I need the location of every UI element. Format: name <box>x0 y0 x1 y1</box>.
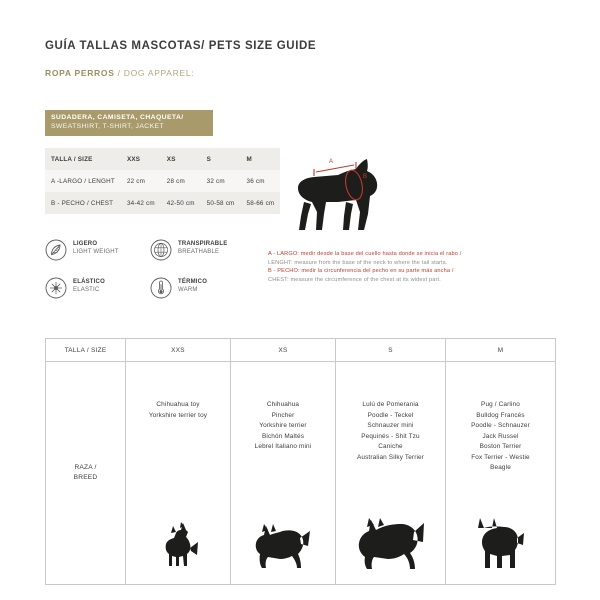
breed-name: Beagle <box>490 464 511 471</box>
size-table-cell: 50-58 cm <box>201 192 241 214</box>
size-table-row-label: B - PECHO / CHEST <box>45 192 121 214</box>
feature-label <box>178 240 227 256</box>
breed-table-header-cell: XXS <box>126 339 231 362</box>
breed-name: Poodle - Schnauzer <box>471 422 530 429</box>
subtitle-en: DOG APPAREL: <box>123 68 195 78</box>
dog-measurement-diagram <box>268 150 398 240</box>
size-table-chest-row <box>45 192 280 214</box>
breed-table-header-cell: XS <box>231 339 336 362</box>
feather-icon <box>45 239 67 261</box>
breed-table-header-row <box>46 339 556 362</box>
breed-name: Lulú de Pomerania <box>362 401 419 408</box>
breed-cell-s <box>336 362 446 585</box>
size-table-cell: S <box>201 148 241 170</box>
feature-label-en: WARM <box>178 287 198 293</box>
legend-length-en: LENGHT: measure from the base of the neck to where the tail starts. <box>268 259 448 266</box>
breed-name: Poodle - Teckel <box>367 411 414 419</box>
breed-name: Pequinés - Shit Tzu <box>361 432 420 440</box>
breed-names-s <box>336 400 445 463</box>
breed-cell-xxs <box>126 362 231 585</box>
category-band-es: SUDADERA, CAMISETA, CHAQUETA/ <box>51 114 184 121</box>
breed-cell-xs <box>231 362 336 585</box>
category-band <box>45 110 213 136</box>
breed-name: Lebrel Italiano mini <box>254 443 312 450</box>
size-table-length-row <box>45 170 280 192</box>
svg-text:A: A <box>328 159 334 165</box>
breed-name: Pug / Carlino <box>481 401 520 408</box>
breed-name: Yorkshire terrier toy <box>148 411 208 419</box>
thermal-icon <box>150 277 172 299</box>
pomeranian-silhouette <box>336 494 445 574</box>
subtitle-es: ROPA PERROS <box>45 68 115 78</box>
size-table-cell: 34-42 cm <box>121 192 161 214</box>
breed-name: Pincher <box>271 411 295 419</box>
pomeranian-small-silhouette <box>231 494 335 574</box>
feature-label-es: TÉRMICO <box>178 279 208 285</box>
breathable-icon <box>150 239 172 261</box>
feature-elastic <box>45 276 145 306</box>
breed-name: Schnauzer mini <box>367 422 414 429</box>
breed-row-label-es: RAZA / <box>74 464 97 471</box>
feature-label <box>178 278 207 294</box>
chihuahua-toy-silhouette <box>126 494 230 574</box>
size-table-cell: 32 cm <box>201 170 241 192</box>
feature-label-en: LIGHT WEIGHT <box>73 249 119 255</box>
breed-table-row <box>46 362 556 585</box>
breed-name: Yorkshire terrier <box>259 422 307 429</box>
breed-table-header-cell: TALLA / SIZE <box>46 339 126 362</box>
breed-row-label-en: BREED <box>73 474 98 481</box>
size-table-cell: 42-50 cm <box>161 192 201 214</box>
breed-table-row-label-cell <box>46 362 126 585</box>
size-table <box>45 148 280 214</box>
breed-name: Bichón Maltés <box>261 432 305 440</box>
category-band-en: SWEATSHIRT, T-SHIRT, JACKET <box>51 123 165 130</box>
legend-chest-en: CHEST: measure the circumference of the chest at its widest part. <box>268 276 441 283</box>
legend-chest-es: B - PECHO: medir la circunferencia del pecho en su parte más ancha / <box>268 268 454 275</box>
feature-label-es: LIGERO <box>73 241 98 247</box>
size-table-row-label: TALLA / SIZE <box>45 148 121 170</box>
size-table-cell: M <box>241 148 281 170</box>
elastic-icon <box>45 277 67 299</box>
size-table-cell: XXS <box>121 148 161 170</box>
feature-warm <box>150 276 250 306</box>
breed-table-header-cell: S <box>336 339 446 362</box>
size-table-cell: 28 cm <box>161 170 201 192</box>
page-subtitle <box>45 68 194 78</box>
breed-name: Australian Silky Terrier <box>356 453 425 461</box>
breed-name: Jack Russel <box>482 432 519 440</box>
feature-label-es: TRANSPIRABLE <box>178 241 228 247</box>
size-table-row-label: A -LARGO / LENGHT <box>45 170 121 192</box>
page-title: GUÍA TALLAS MASCOTAS/ PETS SIZE GUIDE <box>45 40 317 52</box>
size-table-cell: 22 cm <box>121 170 161 192</box>
feature-label <box>73 278 105 294</box>
feature-light-weight <box>45 238 145 268</box>
breed-table <box>45 338 556 585</box>
breed-name: Caniche <box>378 443 403 450</box>
breed-names-xxs <box>126 400 230 421</box>
size-table-cell: XS <box>161 148 201 170</box>
breed-name: Boston Terrier <box>479 443 522 450</box>
breed-names-m <box>446 400 555 474</box>
size-table-header-row <box>45 148 280 170</box>
breed-name: Chihuahua <box>266 401 300 408</box>
feature-label-en: ELASTIC <box>73 287 100 293</box>
feature-label <box>73 240 119 256</box>
subtitle-separator: / <box>114 68 124 78</box>
size-table-cell: 58-66 cm <box>241 192 281 214</box>
breed-names-xs <box>231 400 335 453</box>
measurement-legend <box>268 250 568 284</box>
feature-breathable <box>150 238 250 268</box>
size-table-cell: 36 cm <box>241 170 281 192</box>
feature-label-es: ELÁSTICO <box>73 279 105 285</box>
breed-name: Bulldog Francés <box>476 411 525 419</box>
breed-cell-m <box>446 362 556 585</box>
legend-length-es: A - LARGO: medir desde la base del cuello hasta donde se inicia el rabo / <box>268 251 462 257</box>
feature-label-en: BREATHABLE <box>178 249 220 255</box>
french-bulldog-silhouette <box>446 494 555 574</box>
breed-table-header-cell: M <box>446 339 556 362</box>
breed-name: Chihuahua toy <box>156 401 200 408</box>
breed-name: Fox Terrier - Westie <box>471 453 530 461</box>
svg-text:B: B <box>362 174 368 180</box>
